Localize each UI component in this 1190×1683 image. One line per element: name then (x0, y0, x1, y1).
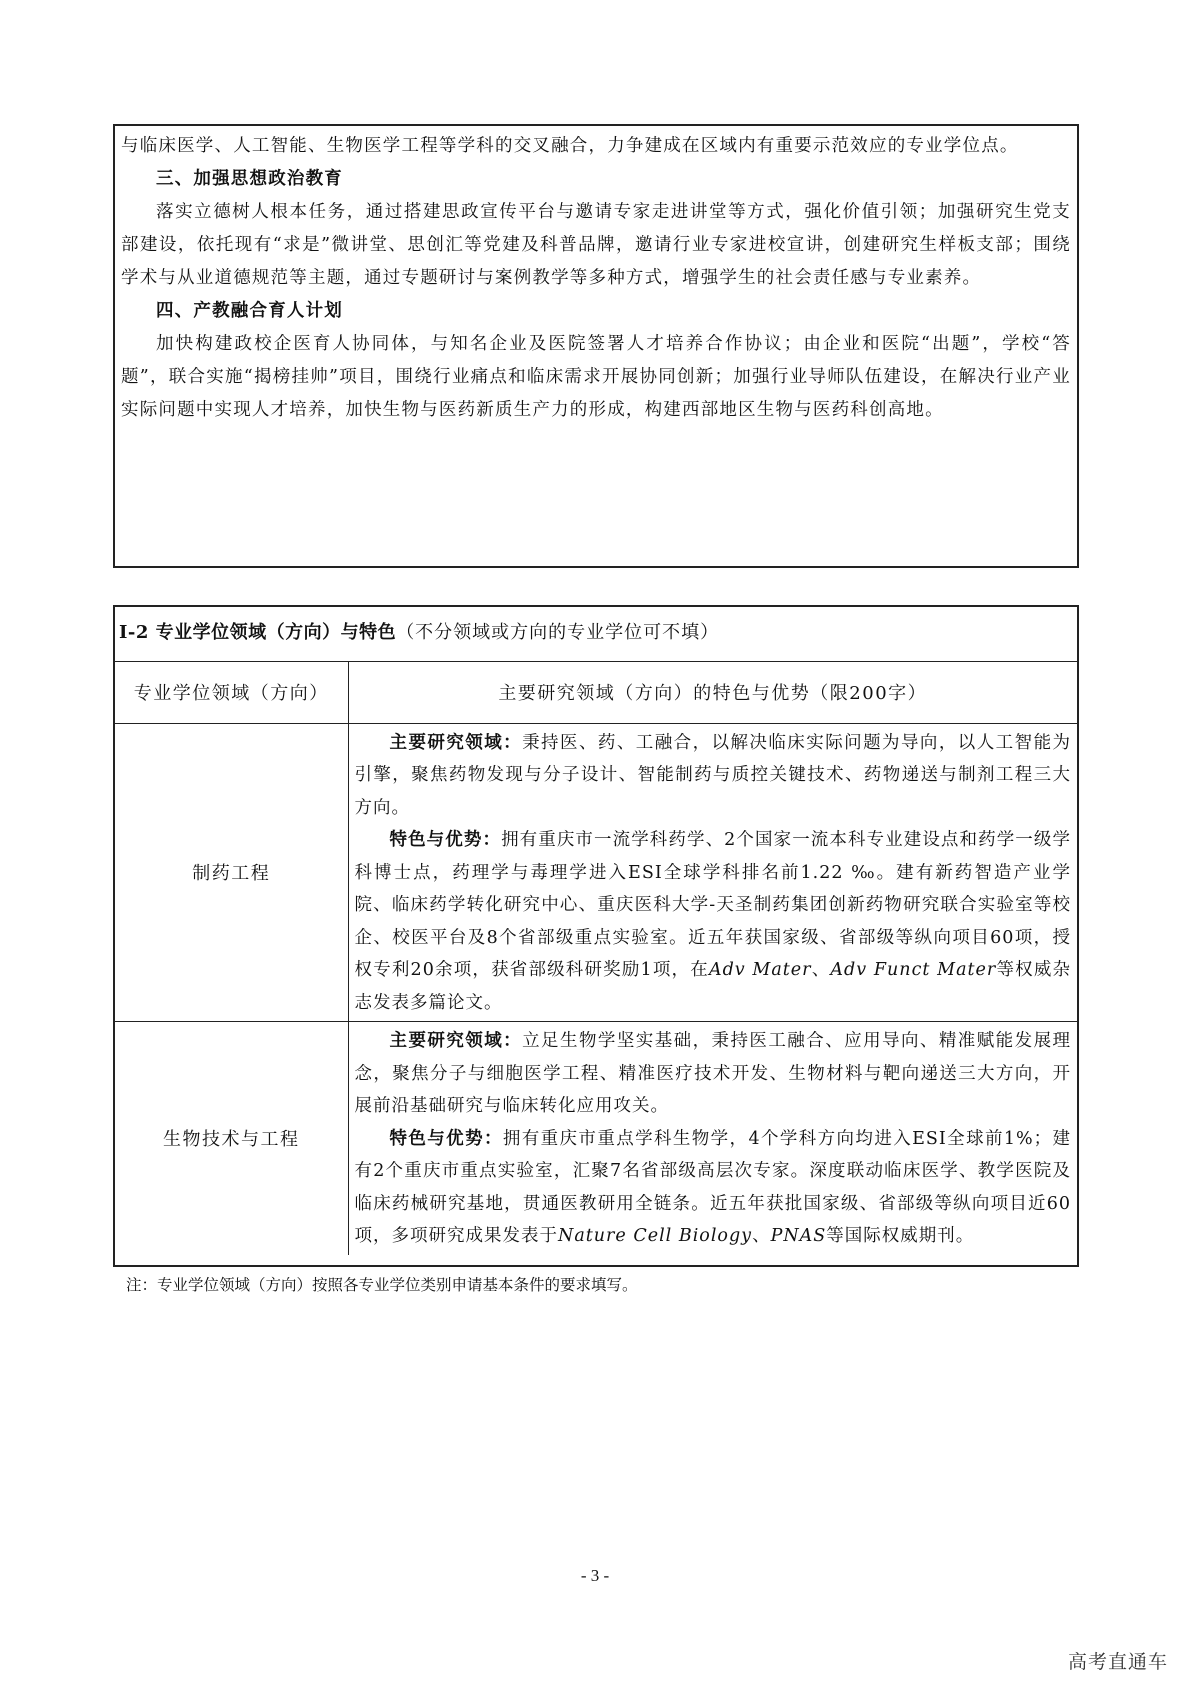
table-title (115, 607, 1077, 662)
paragraph-continuation: 与临床医学、人工智能、生物医学工程等学科的交叉融合，力争建成在区域内有重要示范效应的专业学位点。 (121, 136, 1019, 156)
features-label: 特色与优势： (389, 830, 502, 850)
heading-ideological-education: 三、加强思想政治教育 (156, 169, 343, 189)
page-number: - 3 - (580, 1566, 610, 1585)
paragraph-industry-education: 加快构建政校企医育人协同体，与知名企业及医院签署人才培养合作协议；由企业和医院“出题”，学校“答题”，联合实施“揭榜挂帅”项目，围绕行业痛点和临床需求开展协同创新；加强行业导师队伍建设，在解决行业产业实际问题中实现人才培养，加快生物与医药新质生产力的形成，构建西部地区生物与医药科创高地。 (121, 334, 1071, 420)
features-text-end: 等国际权威期刊。 (826, 1226, 975, 1246)
journal-name: Adv Funct Mater (830, 960, 997, 980)
separator: 、 (811, 960, 831, 980)
features-text: 拥有重庆市重点学科生物学，4个学科方向均进入ESI全球前1%；建有2个重庆市重点实验室，汇聚7名省部级高层次专家。深度联动临床医学、教学医院及临床药械研究基地，贯通医教研用全链条。近五年获批国家级、省部级等纵向项目近60项，多项研究成果发表于 (354, 1128, 1072, 1246)
header-features: 主要研究领域（方向）的特色与优势（限200字） (348, 662, 1077, 723)
section-text-box (113, 124, 1079, 568)
features-text-end: 等权威杂志发表多篇论文。 (354, 960, 1072, 1013)
field-description (348, 1022, 1077, 1255)
table-title-note: （不分领域或方向的专业学位可不填） (396, 622, 720, 643)
features-label: 特色与优势： (389, 1128, 503, 1149)
research-area-label: 主要研究领域： (389, 732, 523, 753)
heading-industry-education: 四、产教融合育人计划 (156, 301, 343, 321)
research-area (355, 1025, 1072, 1123)
features (355, 1123, 1072, 1253)
table-header-row (115, 662, 1077, 723)
features (355, 824, 1072, 1019)
degree-fields-table (115, 662, 1077, 1255)
field-name: 制药工程 (115, 723, 348, 1022)
separator: 、 (752, 1226, 771, 1246)
table-footnote: 注：专业学位领域（方向）按照各专业学位类别申请基本条件的要求填写。 (126, 1276, 638, 1294)
research-area-label: 主要研究领域： (389, 1031, 523, 1051)
paragraph-ideological-education: 落实立德树人根本任务，通过搭建思政宣传平台与邀请专家走进讲堂等方式，强化价值引领；加强研究生党支部建设，依托现有“求是”微讲堂、思创汇等党建及科普品牌，邀请行业专家进校宣讲，创建研究生样板支部；围绕学术与从业道德规范等主题，通过专题研讨与案例教学等多种方式，增强学生的社会责任感与专业素养。 (121, 202, 1071, 288)
degree-fields-table-box (113, 605, 1079, 1267)
research-area-text: 立足生物学坚实基础，秉持医工融合、应用导向、精准赋能发展理念，聚焦分子与细胞医学工程、精准医疗技术开发、生物材料与靶向递送三大方向，开展前沿基础研究与临床转化应用攻关。 (354, 1031, 1072, 1116)
watermark: 高考直通车 (1067, 1651, 1168, 1673)
field-description (348, 723, 1077, 1022)
table-row (115, 723, 1077, 1022)
journal-name: PNAS (770, 1226, 827, 1246)
journal-name: Nature Cell Biology (558, 1226, 753, 1246)
table-row (115, 1022, 1077, 1255)
research-area-text: 秉持医、药、工融合，以解决临床实际问题为导向，以人工智能为引擎，聚焦药物发现与分子设计、智能制药与质控关键技术、药物递送与制剂工程三大方向。 (354, 732, 1072, 818)
journal-name: Adv Mater (708, 960, 812, 980)
features-text: 拥有重庆市一流学科药学、2个国家一流本科专业建设点和药学一级学科博士点，药理学与毒理学进入ESI全球学科排名前1.22 ‰。建有新药智造产业学院、临床药学转化研究中心、重庆医科大学-天圣制药集团创新药物研究联合实验室等校企、校医平台及8个省部级重点实验室。近五年获国家级、省部级等纵向项目60项，授权专利20余项，获省部级科研奖励1项，在 (354, 830, 1071, 980)
research-area (355, 727, 1072, 825)
table-title-main: I-2 专业学位领域（方向）与特色 (119, 622, 397, 643)
field-name: 生物技术与工程 (115, 1022, 348, 1255)
header-field: 专业学位领域（方向） (115, 662, 348, 723)
